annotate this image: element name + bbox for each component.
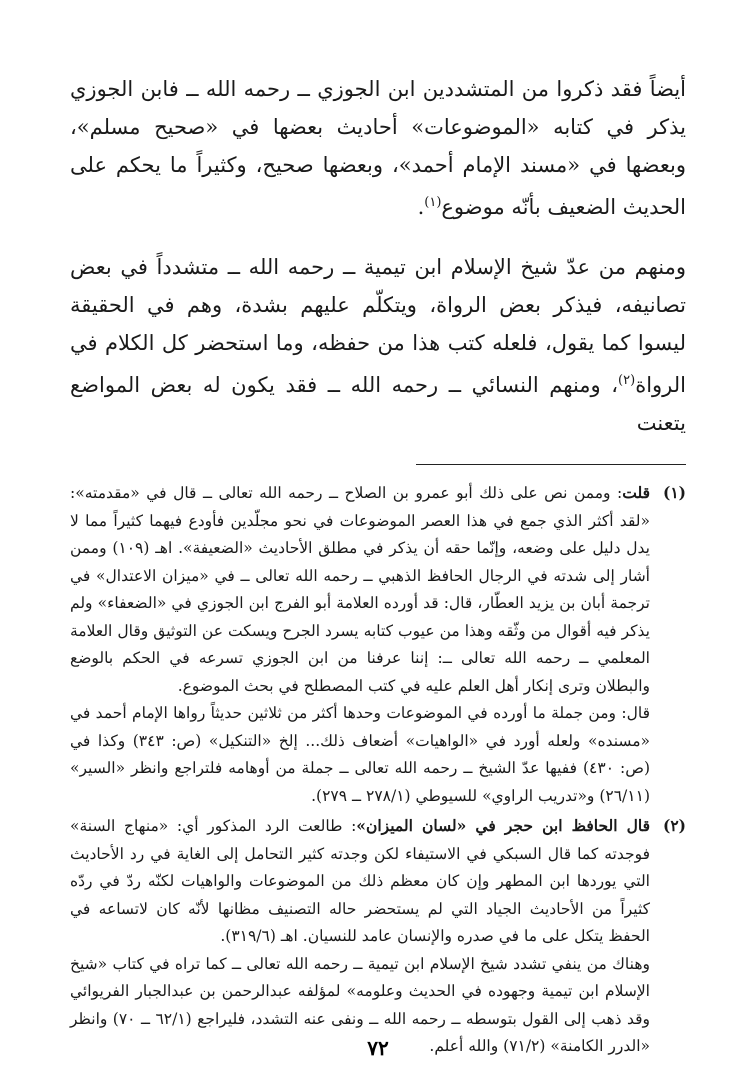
footnote-paragraph: قلت: وممن نص على ذلك أبو عمرو بن الصلاح ــ رحمه الله تعالى ــ قال في «مقدمته»: «لقد أكثر الذي جمع في هذا العصر الموضوعات في نحو مجلّدين فأودع فيهما كثيراً مما لا يدل دليل على وضعه، وإنّما حقه أن يذكر في مطلق الأحاديث «الضعيفة». اهـ (١٠٩) وممن أشار إلى شدته في الرجال الحافظ الذهبي ــ رحمه الله تعالى ــ في «ميزان الاعتدال» في ترجمة أبان بن يزيد العطّار، قال: قد أورده العلامة أبو الفرج ابن الجوزي في «الضعفاء» ولم يذكر فيه أقوال من وثّقه وهذا من عيوب كتابه يسرد الجرح ويسكت عن التوثيق وقال العلامة المعلمي ــ رحمه الله تعالى ــ: إننا عرفنا من ابن الجوزي تسرعه في الحكم بالوضع والبطلان وترى إنكار أهل العلم عليه في كتب المصطلح في بحث الموضوع. bbox=[70, 483, 650, 695]
footnote-label: قال الحافظ ابن حجر في «لسان الميزان» bbox=[356, 816, 650, 835]
footnote-paragraph: قال: ومن جملة ما أورده في الموضوعات وحدها أكثر من ثلاثين حديثاً رواها الإمام أحمد في «مسنده» ولعله أورد في «الواهيات» أضعاف ذلك... إلخ «التنكيل» (ص: ٣٤٣) وكذا في (ص: ٤٣٠) ففيها عدّ الشيخ ــ رحمه الله تعالى ــ جملة من أوهامه فلتراجع وانظر «السير» (٢٦/١١) و«تدريب الراوي» للسيوطي (٢٧٨/١ ــ ٢٧٩). bbox=[70, 704, 651, 805]
footnote-body bbox=[70, 479, 650, 810]
footnote-ref[interactable]: (٢) bbox=[618, 373, 636, 388]
main-paragraph: ومنهم من عدّ شيخ الإسلام ابن تيمية ــ رحمه الله ــ متشدداً في بعض تصانيفه، فيذكر بعض الرواة، ويتكلّم عليهم بشدة، وهم في الحقيقة ليسوا كما يقول، فلعله كتب هذا من حفظه، وما استحضر كل الكلام في الرواة$^{(٢)}$، ومنهم النسائي ــ رحمه الله ــ فقد يكون له بعض المواضع يتعنت bbox=[70, 255, 686, 435]
footnote-divider bbox=[416, 464, 686, 465]
footnote-number: (١) bbox=[662, 483, 686, 502]
footnote-label: قلت bbox=[622, 483, 650, 502]
footnote-body bbox=[70, 812, 650, 1061]
footnote-paragraph: وهناك من ينفي تشدد شيخ الإسلام ابن تيمية ــ رحمه الله تعالى ــ كما تراه في كتاب «شيخ الإسلام ابن تيمية وجهوده في الحديث وعلومه» لمؤلفه عبدالرحمن بن عبدالجبار الفريوائي وقد ذهب إلى القول بتوسطه ــ رحمه الله ــ ونفى عنه التشدد، فليراجع (٦٢/١ ــ ٧٠) وانظر «الدرر الكامنة» (٧١/٢) والله أعلم. bbox=[70, 954, 650, 1055]
main-text bbox=[70, 70, 686, 442]
footnote-ref[interactable]: (١) bbox=[424, 195, 442, 210]
footnote bbox=[70, 812, 686, 1061]
footnote bbox=[70, 479, 686, 810]
footnote-paragraph: قال الحافظ ابن حجر في «لسان الميزان»: طالعت الرد المذكور أي: «منهاج السنة» فوجدته كما قال السبكي في الاستيفاء لكن وجدته كثير التحامل إلى الغاية في رد الأحاديث التي يوردها ابن المطهر وإن كان معظم ذلك من الموضوعات والواهيات لكنّه ردّ في ردّه كثيراً من الأحاديث الجياد التي لم يستحضر حاله التصنيف مظانها لأنّه كان لاتساعه في الحفظ يتكل على ما في صدره والإنسان عامد للنسيان. اهـ (٣١٩/٦). bbox=[70, 816, 650, 945]
page-number: ٧٢ bbox=[367, 1038, 389, 1060]
main-paragraph: أيضاً فقد ذكروا من المتشددين ابن الجوزي ــ رحمه الله ــ فابن الجوزي يذكر في كتابه «الموضوعات» أحاديث بعضها في «صحيح مسلم»، وبعضها في «مسند الإمام أحمد»، وبعضها صحيح، وكثيراً ما يحكم على الحديث الضعيف بأنّه موضوع$^{(١)}$. bbox=[70, 77, 686, 219]
footnotes bbox=[70, 479, 686, 1061]
footnote-number: (٢) bbox=[662, 816, 686, 835]
